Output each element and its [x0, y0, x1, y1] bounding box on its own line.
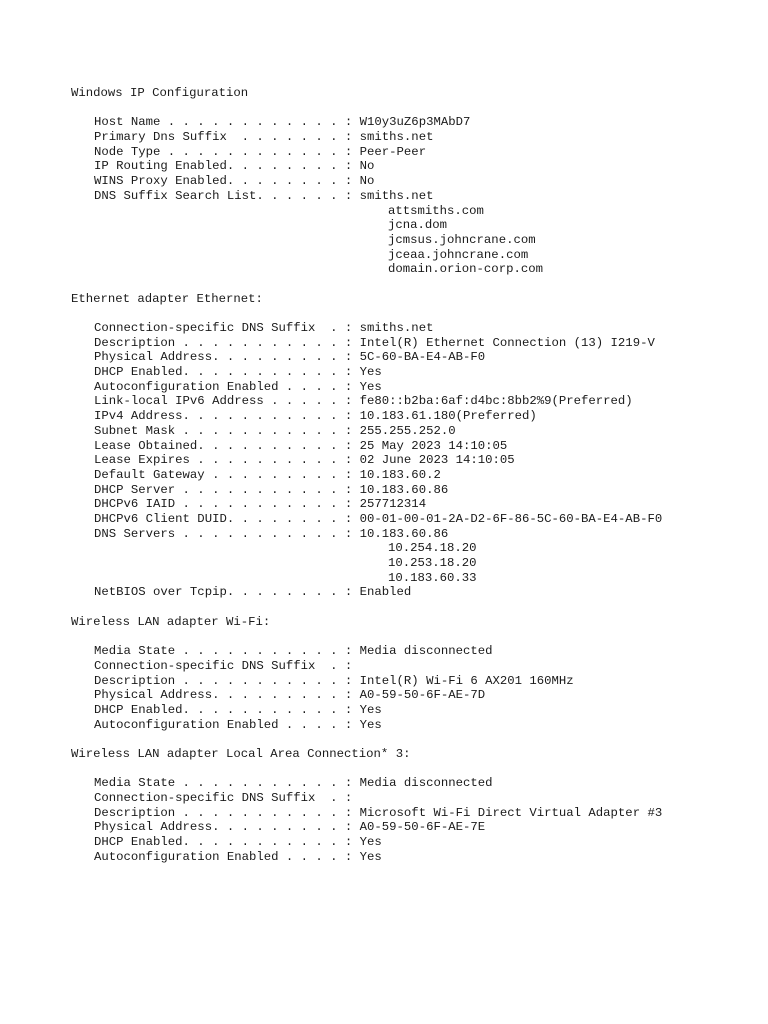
config-value: 5C-60-BA-E4-AB-F0	[359, 350, 486, 365]
section-title: Wireless LAN adapter Local Area Connection* 3:	[71, 746, 411, 761]
config-row	[71, 585, 761, 600]
config-value: Yes	[359, 835, 382, 850]
config-row	[71, 791, 761, 806]
config-label: Autoconfiguration Enabled . . . . :	[94, 379, 360, 394]
config-value: smiths.net	[359, 188, 434, 203]
config-value: smiths.net	[359, 321, 434, 335]
blank-line	[71, 277, 761, 292]
config-value-continuation	[71, 556, 761, 571]
config-label: Link-local IPv6 Address . . . . . :	[94, 394, 360, 409]
config-value: jceaa.johncrane.com	[388, 247, 529, 262]
config-value-continuation	[71, 204, 761, 219]
config-label: Primary Dns Suffix . . . . . . . :	[94, 130, 360, 145]
blank-line	[71, 600, 761, 615]
config-value: 00-01-00-01-2A-D2-6F-86-5C-60-BA-E4-AB-F0	[359, 511, 663, 526]
config-row	[71, 145, 761, 160]
config-value: 10.183.60.2	[359, 467, 441, 482]
config-row	[71, 336, 761, 351]
config-value: 10.253.18.20	[388, 556, 477, 570]
config-value: 255.255.252.0	[359, 423, 456, 438]
config-value: W10y3uZ6p3MAbD7	[359, 115, 471, 130]
config-value: 02 June 2023 14:10:05	[359, 453, 515, 468]
config-label: Connection-specific DNS Suffix . :	[94, 658, 360, 673]
config-label: DHCP Enabled. . . . . . . . . . . :	[94, 835, 360, 850]
config-value-continuation	[71, 541, 761, 556]
config-row	[71, 380, 761, 395]
config-value: smiths.net	[359, 130, 434, 145]
config-row	[71, 453, 761, 468]
config-value: A0-59-50-6F-AE-7D	[359, 688, 486, 703]
config-row	[71, 806, 761, 821]
config-label: Subnet Mask . . . . . . . . . . . :	[94, 423, 360, 438]
config-label: DHCP Enabled. . . . . . . . . . . :	[94, 365, 360, 380]
config-label: Media State . . . . . . . . . . . :	[94, 644, 360, 659]
config-value: 25 May 2023 14:10:05	[359, 438, 508, 453]
section-title: Wireless LAN adapter Wi-Fi:	[71, 614, 271, 629]
config-row	[71, 394, 761, 409]
config-value: Yes	[359, 702, 382, 717]
config-label: Default Gateway . . . . . . . . . :	[94, 467, 360, 482]
config-value: Yes	[359, 365, 382, 380]
config-value: 257712314	[359, 497, 427, 512]
config-value-continuation	[71, 248, 761, 263]
config-value: domain.orion-corp.com	[388, 262, 543, 277]
config-label: DHCP Server . . . . . . . . . . . :	[94, 482, 360, 497]
config-label: DNS Servers . . . . . . . . . . . :	[94, 526, 360, 541]
ipconfig-output	[71, 86, 761, 864]
config-value: Media disconnected	[359, 644, 493, 659]
config-value: jcmsus.johncrane.com	[388, 232, 536, 247]
config-label: Node Type . . . . . . . . . . . . :	[94, 144, 360, 159]
config-row	[71, 468, 761, 483]
config-row	[71, 424, 761, 439]
config-label: Lease Obtained. . . . . . . . . . :	[94, 438, 360, 453]
config-label: Host Name . . . . . . . . . . . . :	[94, 115, 360, 130]
config-value: 10.183.60.86	[359, 526, 449, 541]
blank-line	[71, 306, 761, 321]
config-label: Connection-specific DNS Suffix . :	[94, 321, 360, 335]
config-row	[71, 776, 761, 791]
config-label: NetBIOS over Tcpip. . . . . . . . :	[94, 585, 360, 600]
blank-line	[71, 732, 761, 747]
config-row	[71, 350, 761, 365]
blank-line	[71, 101, 761, 116]
config-row	[71, 409, 761, 424]
config-row	[71, 835, 761, 850]
config-label: Description . . . . . . . . . . . :	[94, 673, 360, 688]
config-value: No	[359, 174, 375, 189]
config-label: Lease Expires . . . . . . . . . . :	[94, 453, 360, 468]
config-value: Enabled	[359, 585, 412, 600]
config-row	[71, 644, 761, 659]
config-value-continuation	[71, 571, 761, 586]
config-row	[71, 820, 761, 835]
config-value: Yes	[359, 717, 382, 732]
config-row	[71, 365, 761, 380]
config-row	[71, 439, 761, 454]
config-value: 10.254.18.20	[388, 541, 477, 556]
config-label: WINS Proxy Enabled. . . . . . . . :	[94, 174, 360, 189]
section-title: Windows IP Configuration	[71, 86, 249, 100]
config-row	[71, 189, 761, 204]
config-row	[71, 321, 761, 336]
config-value: Peer-Peer	[359, 144, 427, 159]
config-row	[71, 174, 761, 189]
config-label: Autoconfiguration Enabled . . . . :	[94, 717, 360, 732]
config-value: No	[359, 159, 375, 174]
config-label: Media State . . . . . . . . . . . :	[94, 776, 360, 791]
config-value: attsmiths.com	[388, 203, 484, 218]
config-label: Physical Address. . . . . . . . . :	[94, 688, 360, 703]
config-label: IPv4 Address. . . . . . . . . . . :	[94, 409, 360, 424]
config-value: A0-59-50-6F-AE-7E	[359, 820, 486, 835]
config-label: DHCPv6 IAID . . . . . . . . . . . :	[94, 497, 360, 512]
config-value: 10.183.60.33	[388, 570, 477, 585]
config-label: Physical Address. . . . . . . . . :	[94, 820, 360, 835]
config-value: fe80::b2ba:6af:d4bc:8bb2%9(Preferred)	[359, 394, 633, 409]
config-label: Description . . . . . . . . . . . :	[94, 335, 360, 350]
config-row	[71, 718, 761, 733]
config-value: jcna.dom	[388, 218, 448, 233]
config-row	[71, 674, 761, 689]
config-row	[71, 130, 761, 145]
config-row	[71, 688, 761, 703]
blank-line	[71, 762, 761, 777]
config-row	[71, 115, 761, 130]
config-value-continuation	[71, 218, 761, 233]
config-value: Yes	[359, 379, 382, 394]
config-label: DHCP Enabled. . . . . . . . . . . :	[94, 702, 360, 717]
config-label: IP Routing Enabled. . . . . . . . :	[94, 159, 360, 174]
config-value: Intel(R) Wi-Fi 6 AX201 160MHz	[359, 673, 574, 688]
config-row	[71, 497, 761, 512]
config-row	[71, 159, 761, 174]
config-row	[71, 659, 761, 674]
config-label: Connection-specific DNS Suffix . :	[94, 791, 360, 805]
config-value: 10.183.61.180(Preferred)	[359, 409, 537, 424]
config-value: 10.183.60.86	[359, 482, 449, 497]
config-value-continuation	[71, 233, 761, 248]
config-row	[71, 483, 761, 498]
config-value: Microsoft Wi-Fi Direct Virtual Adapter #3	[359, 805, 663, 820]
config-row	[71, 703, 761, 718]
blank-line	[71, 629, 761, 644]
config-label: Autoconfiguration Enabled . . . . :	[94, 849, 360, 864]
config-label: DHCPv6 Client DUID. . . . . . . . :	[94, 511, 360, 526]
config-label: DNS Suffix Search List. . . . . . :	[94, 188, 360, 203]
config-label: Physical Address. . . . . . . . . :	[94, 350, 360, 365]
config-row	[71, 850, 761, 865]
section-title: Ethernet adapter Ethernet:	[71, 291, 263, 306]
config-label: Description . . . . . . . . . . . :	[94, 805, 360, 820]
config-value-continuation	[71, 262, 761, 277]
config-row	[71, 512, 761, 527]
config-row	[71, 527, 761, 542]
config-value: Media disconnected	[359, 776, 493, 791]
config-value: Intel(R) Ethernet Connection (13) I219-V	[359, 335, 655, 350]
config-value: Yes	[359, 849, 382, 864]
